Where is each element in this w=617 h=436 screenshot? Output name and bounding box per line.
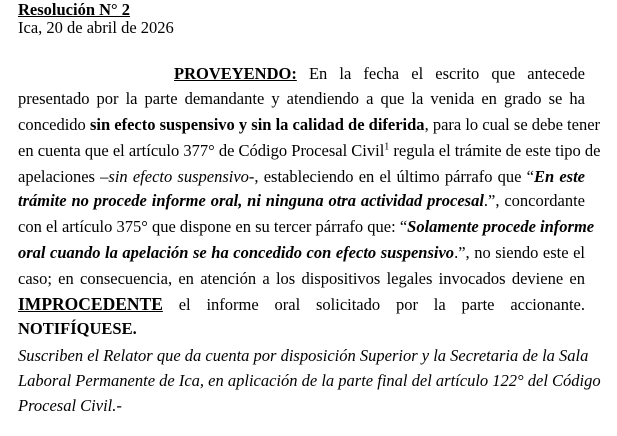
line-5-a: apelaciones – bbox=[18, 167, 109, 186]
line-7-bold-italic: Solamente procede informe bbox=[407, 217, 595, 236]
line-8-b: .”, no siendo este el bbox=[454, 243, 585, 262]
paragraph-line-9: caso; en consecuencia, en atención a los dispositivos legales invocados deviene en bbox=[18, 269, 585, 288]
paragraph-line-8 bbox=[18, 243, 585, 263]
paragraph-line-7 bbox=[18, 217, 595, 237]
line-5-italic: sin efecto suspensivo- bbox=[108, 167, 255, 186]
resolution-number: Resolución N° 2 bbox=[18, 0, 131, 19]
line-10-b: el informe oral solicitado por la parte accionante. bbox=[162, 295, 585, 314]
paragraph-line-5 bbox=[18, 167, 585, 187]
proveyendo-heading: PROVEYENDO: bbox=[174, 64, 297, 83]
signature-line-1: Suscriben el Relator que da cuenta por disposición Superior y la Secretaria de la Sala bbox=[18, 346, 589, 365]
footnote-marker[interactable]: 1 bbox=[384, 141, 390, 153]
improcedente-word: IMPROCEDENTE bbox=[18, 294, 163, 314]
line-8-bold-italic: oral cuando la apelación se ha concedido con efecto suspensivo bbox=[18, 243, 455, 262]
paragraph-line-10 bbox=[18, 294, 585, 314]
line-5-bold-italic: En este bbox=[533, 167, 586, 186]
signature-line-3: Procesal Civil.- bbox=[18, 396, 122, 415]
paragraph-line-1 bbox=[174, 64, 585, 84]
paragraph-line-3 bbox=[18, 115, 601, 135]
notifiquese: NOTIFÍQUESE. bbox=[18, 319, 137, 338]
line-7-a: con el artículo 375° que dispone en su tercer párrafo que: “ bbox=[18, 217, 408, 236]
line-3-a: concedido bbox=[18, 115, 90, 134]
line-5-c: , estableciendo en el último párrafo que “ bbox=[254, 167, 534, 186]
paragraph-line-2: presentado por la parte demandante y atendiendo a que la venida en grado se ha bbox=[18, 89, 585, 108]
line-6-bold-italic: trámite no procede informe oral, ni ninguna otra actividad procesal bbox=[18, 191, 484, 210]
line-4-b: regula el trámite de este tipo de bbox=[389, 141, 601, 160]
line-4-a: en cuenta que el artículo 377° de Código Procesal Civil bbox=[18, 141, 385, 160]
line-6-b: .”, concordante bbox=[483, 191, 585, 210]
paragraph-line-6 bbox=[18, 191, 585, 211]
signature-line-2: Laboral Permanente de Ica, en aplicación de la parte final del artículo 122° del Código bbox=[18, 371, 601, 390]
line-1-text: En la fecha el escrito que antecede bbox=[296, 64, 585, 83]
paragraph-line-4 bbox=[18, 141, 601, 161]
resolution-date: Ica, 20 de abril de 2026 bbox=[18, 18, 174, 37]
line-3-c: , para lo cual se debe tener bbox=[424, 115, 601, 134]
line-3-bold: sin efecto suspensivo y sin la calidad de diferida bbox=[89, 115, 425, 134]
